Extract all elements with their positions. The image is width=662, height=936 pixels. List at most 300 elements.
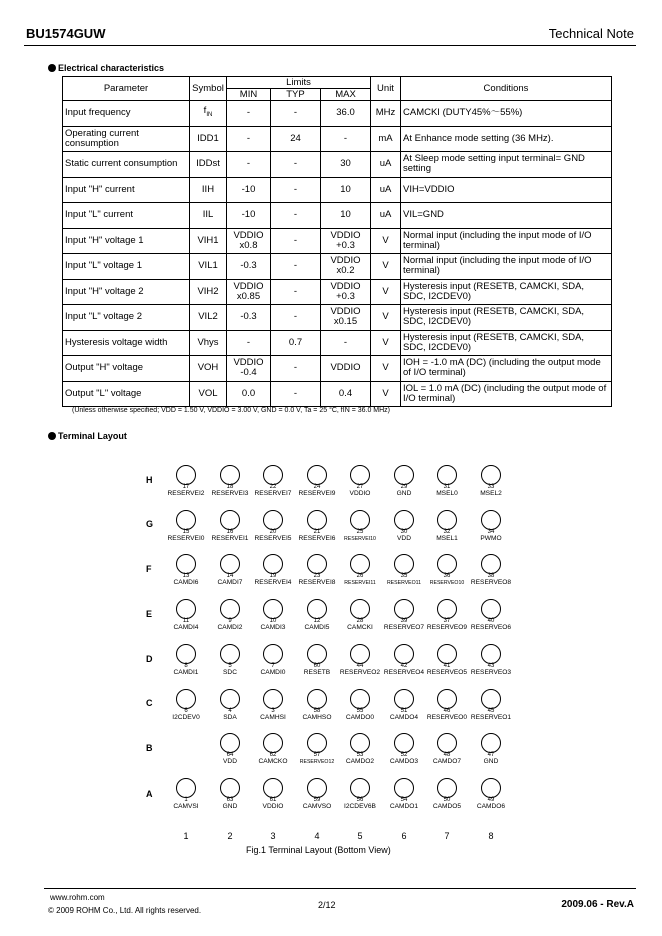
pin-number: 14 xyxy=(226,573,234,579)
pin-name: RESERVEI8 xyxy=(298,579,336,586)
conditions-cell-text: CAMCKI (DUTY45%〜55%) xyxy=(403,107,523,119)
min-cell-text: - xyxy=(246,107,251,119)
conditions-cell-text: VIL=GND xyxy=(403,209,444,221)
pin-name: RESERVEO1 xyxy=(470,714,512,721)
pin-name: VDD xyxy=(397,535,411,542)
pin-circle-icon xyxy=(394,510,414,530)
pin-name: GND xyxy=(483,758,499,765)
pin-circle-icon xyxy=(263,733,283,753)
pin-number: 46 xyxy=(443,708,451,714)
column-label: 7 xyxy=(444,831,450,841)
pin-circle-icon xyxy=(350,689,370,709)
row-label: B xyxy=(146,743,153,753)
pin-circle-icon xyxy=(307,599,327,619)
max-cell-text: VDDIO +0.3 xyxy=(330,229,361,251)
pin-number: 61 xyxy=(269,797,277,803)
pin-name: RESERVEO4 xyxy=(383,669,425,676)
unit-cell-text: V xyxy=(382,362,389,374)
pin-number: 29 xyxy=(400,484,408,490)
pin-number: 62 xyxy=(269,752,277,758)
column-label: 4 xyxy=(314,831,320,841)
max-cell-text: 36.0 xyxy=(336,107,355,119)
pin-number: 50 xyxy=(443,797,451,803)
pin-circle-icon xyxy=(307,554,327,574)
pin-name: RESERVEI11 xyxy=(344,580,376,586)
pin-name: RESERVEO2 xyxy=(339,669,381,676)
max-cell-text: - xyxy=(343,132,348,144)
pin-name: RESERVEO10 xyxy=(429,580,465,586)
pin-number: 28 xyxy=(356,618,364,624)
pin-number: 9 xyxy=(228,618,232,624)
pin-name: MSEL2 xyxy=(480,490,502,497)
pin-circle-icon xyxy=(263,554,283,574)
pin-number: 44 xyxy=(356,663,364,669)
pin-number: 56 xyxy=(356,797,364,803)
pin-circle-icon xyxy=(307,465,327,485)
pin-number: 64 xyxy=(226,752,234,758)
symbol-cell-text: VOH xyxy=(197,362,219,374)
pin-circle-icon xyxy=(350,644,370,664)
pin-circle-icon xyxy=(394,554,414,574)
max-cell-text: VDDIO x0.2 xyxy=(330,255,361,277)
pin-circle-icon xyxy=(481,689,501,709)
header-doc-type: Technical Note xyxy=(548,26,634,41)
pin-name: GND xyxy=(222,803,238,810)
header-parameter: Parameter xyxy=(63,77,190,101)
pin-number: 30 xyxy=(400,529,408,535)
pin-circle-icon xyxy=(437,465,457,485)
pin-number: 40 xyxy=(487,618,495,624)
pin-number: 27 xyxy=(356,484,364,490)
header-symbol: Symbol xyxy=(190,77,227,101)
pin-number: 16 xyxy=(226,529,234,535)
min-cell-text: VDDIO x0.8 xyxy=(233,229,264,251)
pin-circle-icon xyxy=(481,644,501,664)
pin-name: I2CDEV0 xyxy=(172,714,200,721)
pin-circle-icon xyxy=(176,644,196,664)
parameter-cell-text: Hysteresis voltage width xyxy=(65,336,168,348)
pin-circle-icon xyxy=(220,644,240,664)
row-label: A xyxy=(146,789,153,799)
terminal-pin xyxy=(463,554,519,587)
pin-number: 35 xyxy=(400,573,408,579)
pin-circle-icon xyxy=(176,599,196,619)
footer-revision: 2009.06 - Rev.A xyxy=(561,899,634,910)
pin-circle-icon xyxy=(394,778,414,798)
pin-circle-icon xyxy=(437,778,457,798)
pin-circle-icon xyxy=(394,644,414,664)
column-label: 5 xyxy=(357,831,363,841)
parameter-cell-text: Input "L" voltage 1 xyxy=(65,260,142,272)
pin-circle-icon xyxy=(350,778,370,798)
pin-number: 53 xyxy=(356,752,364,758)
row-label: H xyxy=(146,475,153,485)
pin-name: RESERVEI5 xyxy=(254,535,292,542)
pin-circle-icon xyxy=(437,599,457,619)
pin-name: RESERVEO5 xyxy=(426,669,468,676)
parameter-cell-text: Input "L" current xyxy=(65,209,134,221)
typ-cell-text: - xyxy=(293,387,298,399)
header-part-number: BU1574GUW xyxy=(26,26,106,41)
pin-name: CAMDO2 xyxy=(345,758,375,765)
conditions-cell-text: At Enhance mode setting (36 MHz). xyxy=(403,132,554,144)
pin-circle-icon xyxy=(481,778,501,798)
pin-name: CAMVSO xyxy=(302,803,332,810)
pin-name: RESERVEI0 xyxy=(167,535,205,542)
pin-name: CAMDI7 xyxy=(217,579,243,586)
pin-circle-icon xyxy=(263,510,283,530)
pin-circle-icon xyxy=(220,510,240,530)
unit-cell-text: V xyxy=(382,336,389,348)
pin-number: 37 xyxy=(443,618,451,624)
pin-name: RESERVEO0 xyxy=(426,714,468,721)
symbol-cell-text: f xyxy=(203,105,207,117)
pin-circle-icon xyxy=(176,778,196,798)
pin-number: 12 xyxy=(313,618,321,624)
pin-name: RESERVEO9 xyxy=(426,624,468,631)
typ-cell-text: - xyxy=(293,209,298,221)
pin-circle-icon xyxy=(263,689,283,709)
min-cell-text: VDDIO x0.85 xyxy=(233,280,264,302)
pin-circle-icon xyxy=(176,510,196,530)
pin-name: CAMDI2 xyxy=(217,624,243,631)
pin-number: 21 xyxy=(313,529,321,535)
conditions-cell-text: IOL = 1.0 mA (DC) (including the output mode of I/O terminal) xyxy=(403,382,607,404)
conditions-cell-text: Normal input (including the input mode of I/O terminal) xyxy=(403,229,592,251)
max-cell-text: - xyxy=(343,336,348,348)
parameter-cell-text: Output "L" voltage xyxy=(65,387,142,399)
pin-name: CAMDO6 xyxy=(476,803,506,810)
pin-circle-icon xyxy=(307,510,327,530)
typ-cell-text: - xyxy=(293,311,298,323)
min-cell-text: - xyxy=(246,132,251,144)
pin-circle-icon xyxy=(437,510,457,530)
pin-number: 1 xyxy=(184,797,188,803)
symbol-cell-text: Vhys xyxy=(197,336,219,348)
pin-number: 43 xyxy=(487,663,495,669)
pin-circle-icon xyxy=(307,689,327,709)
unit-cell-text: mA xyxy=(378,132,393,144)
pin-number: 41 xyxy=(443,663,451,669)
pin-circle-icon xyxy=(220,599,240,619)
pin-name: CAMDI5 xyxy=(304,624,330,631)
pin-number: 34 xyxy=(487,529,495,535)
unit-cell-text: V xyxy=(382,285,389,297)
pin-circle-icon xyxy=(350,554,370,574)
parameter-cell-text: Input "L" voltage 2 xyxy=(65,311,142,323)
column-label: 6 xyxy=(401,831,407,841)
header-min: MIN xyxy=(227,89,271,101)
pin-circle-icon xyxy=(220,689,240,709)
max-cell-text: 0.4 xyxy=(338,387,353,399)
parameter-cell-text: Static current consumption xyxy=(65,158,178,170)
pin-name: CAMDO3 xyxy=(389,758,419,765)
pin-name: RESETB xyxy=(303,669,331,676)
column-label: 3 xyxy=(270,831,276,841)
pin-number: 26 xyxy=(356,573,364,579)
terminal-pin xyxy=(463,733,519,766)
pin-number: 39 xyxy=(400,618,408,624)
pin-circle-icon xyxy=(263,778,283,798)
parameter-cell-text: Input frequency xyxy=(65,107,131,119)
pin-circle-icon xyxy=(307,778,327,798)
typ-cell-text: 24 xyxy=(290,132,301,144)
row-label: D xyxy=(146,654,153,664)
pin-number: 52 xyxy=(400,752,408,758)
unit-cell-text: V xyxy=(382,387,389,399)
min-cell-text: - xyxy=(246,158,251,170)
pin-name: RESERVEO6 xyxy=(470,624,512,631)
pin-name: RESERVEI2 xyxy=(167,490,205,497)
parameter-cell-text: Operating current consumption xyxy=(65,127,139,149)
pin-number: 45 xyxy=(487,708,495,714)
pin-name: CAMDI1 xyxy=(173,669,199,676)
column-label: 2 xyxy=(227,831,233,841)
pin-number: 5 xyxy=(228,663,232,669)
parameter-cell-text: Input "H" voltage 1 xyxy=(65,234,144,246)
pin-name: SDC xyxy=(223,669,237,676)
pin-name: CAMHSI xyxy=(260,714,286,721)
max-cell-text: 30 xyxy=(340,158,351,170)
pin-number: 36 xyxy=(443,573,451,579)
max-cell-text: 10 xyxy=(340,183,351,195)
pin-circle-icon xyxy=(176,465,196,485)
pin-circle-icon xyxy=(481,510,501,530)
conditions-cell-text: Hysteresis input (RESETB, CAMCKI, SDA, SDC, I2CDEV0) xyxy=(403,331,585,353)
pin-name: CAMDI0 xyxy=(260,669,286,676)
pin-number: 17 xyxy=(182,484,190,490)
symbol-cell-text: VIH2 xyxy=(197,285,219,297)
max-cell-text: 10 xyxy=(340,209,351,221)
conditions-cell-text: IOH = -1.0 mA (DC) (including the output mode of I/O terminal) xyxy=(403,357,601,379)
pin-name: RESERVEI9 xyxy=(298,490,336,497)
footer-copyright: © 2009 ROHM Co., Ltd. All rights reserved. xyxy=(48,906,202,915)
pin-name: MSEL0 xyxy=(436,490,458,497)
min-cell-text: -10 xyxy=(241,209,256,221)
pin-number: 59 xyxy=(313,797,321,803)
pin-circle-icon xyxy=(350,510,370,530)
typ-cell-text: - xyxy=(293,158,298,170)
pin-number: 10 xyxy=(269,618,277,624)
pin-circle-icon xyxy=(263,465,283,485)
figure-caption: Fig.1 Terminal Layout (Bottom View) xyxy=(246,845,391,855)
unit-cell-text: V xyxy=(382,234,389,246)
pin-circle-icon xyxy=(481,554,501,574)
pin-name: CAMDI3 xyxy=(260,624,286,631)
parameter-cell-text: Input "H" current xyxy=(65,183,135,195)
pin-circle-icon xyxy=(307,733,327,753)
pin-number: 15 xyxy=(182,529,190,535)
electrical-title-text: Electrical characteristics xyxy=(58,63,165,73)
footer-page: 2/12 xyxy=(318,900,336,910)
terminal-pin xyxy=(463,599,519,632)
pin-number: 24 xyxy=(313,484,321,490)
unit-cell-text: uA xyxy=(379,209,392,221)
unit-cell-text: uA xyxy=(379,183,392,195)
pin-number: 63 xyxy=(226,797,234,803)
symbol-cell-text: IDDst xyxy=(196,158,220,170)
pin-name: VDD xyxy=(223,758,237,765)
pin-number: 57 xyxy=(313,752,321,758)
pin-circle-icon xyxy=(176,554,196,574)
pin-name: RESERVEI1 xyxy=(211,535,249,542)
pin-name: CAMDO1 xyxy=(389,803,419,810)
pin-number: 54 xyxy=(400,797,408,803)
pin-name: RESERVEI7 xyxy=(254,490,292,497)
pin-number: 13 xyxy=(182,573,190,579)
symbol-subscript: IN xyxy=(206,112,213,119)
unit-cell-text: V xyxy=(382,311,389,323)
terminal-title-text: Terminal Layout xyxy=(58,431,127,441)
pin-circle-icon xyxy=(220,778,240,798)
pin-circle-icon xyxy=(307,644,327,664)
pin-number: 20 xyxy=(269,529,277,535)
pin-number: 49 xyxy=(487,797,495,803)
pin-circle-icon xyxy=(220,465,240,485)
pin-circle-icon xyxy=(263,599,283,619)
pin-name: RESERVEO7 xyxy=(383,624,425,631)
pin-name: MSEL1 xyxy=(436,535,458,542)
header-typ: TYP xyxy=(271,89,321,101)
terminal-pin xyxy=(463,689,519,722)
header-limits: Limits xyxy=(227,77,371,89)
pin-circle-icon xyxy=(437,689,457,709)
row-label: F xyxy=(146,564,152,574)
pin-name: RESERVEI10 xyxy=(344,536,376,542)
pin-name: RESERVEI6 xyxy=(298,535,336,542)
row-label: E xyxy=(146,609,153,619)
pin-number: 38 xyxy=(487,573,495,579)
unit-cell-text: uA xyxy=(379,158,392,170)
table-footnote: (Unless otherwise specified; VDD = 1.50 V, VDDIO = 3.00 V, GND = 0.0 V, Ta = 25 °C, fIN = 36.0 MHz) xyxy=(72,407,391,414)
pin-number: 33 xyxy=(487,484,495,490)
pin-name: RESERVEI4 xyxy=(254,579,292,586)
terminal-pin xyxy=(463,644,519,677)
pin-number: 22 xyxy=(269,484,277,490)
pin-circle-icon xyxy=(394,733,414,753)
pin-number: 8 xyxy=(184,663,188,669)
pin-name: VDDIO xyxy=(349,490,371,497)
pin-name: RESERVEO8 xyxy=(470,579,512,586)
pin-number: 48 xyxy=(443,752,451,758)
pin-circle-icon xyxy=(437,733,457,753)
column-label: 1 xyxy=(183,831,189,841)
pin-number: 55 xyxy=(356,708,364,714)
header-unit: Unit xyxy=(371,77,401,101)
pin-name: CAMCKI xyxy=(347,624,373,631)
pin-number: 32 xyxy=(443,529,451,535)
pin-name: RESERVEI3 xyxy=(211,490,249,497)
symbol-cell-text: VIL1 xyxy=(198,260,218,272)
terminal-pin xyxy=(463,510,519,543)
pin-name: CAMDI6 xyxy=(173,579,199,586)
parameter-cell-text: Input "H" voltage 2 xyxy=(65,285,144,297)
max-cell-text: VDDIO +0.3 xyxy=(330,280,361,302)
pin-name: CAMDO0 xyxy=(345,714,375,721)
pin-circle-icon xyxy=(394,689,414,709)
header-conditions: Conditions xyxy=(401,77,612,101)
symbol-cell-text: VIL2 xyxy=(198,311,218,323)
min-cell-text: -10 xyxy=(241,183,256,195)
typ-cell-text: - xyxy=(293,362,298,374)
pin-name: GND xyxy=(396,490,412,497)
pin-number: 51 xyxy=(400,708,408,714)
pin-name: CAMVSI xyxy=(173,803,199,810)
pin-number: 11 xyxy=(182,618,190,624)
pin-circle-icon xyxy=(350,465,370,485)
unit-cell-text: MHz xyxy=(375,107,396,119)
symbol-cell-text: IIL xyxy=(202,209,214,221)
conditions-cell-text: Hysteresis input (RESETB, CAMCKI, SDA, SDC, I2CDEV0) xyxy=(403,306,585,328)
pin-number: 19 xyxy=(269,573,277,579)
pin-number: 60 xyxy=(313,663,321,669)
pin-number: 18 xyxy=(226,484,234,490)
pin-number: 25 xyxy=(356,529,364,535)
pin-circle-icon xyxy=(263,644,283,664)
pin-number: 6 xyxy=(184,708,188,714)
pin-name: CAMCKO xyxy=(258,758,288,765)
typ-cell-text: - xyxy=(293,107,298,119)
footer-rule xyxy=(44,888,636,889)
column-label: 8 xyxy=(488,831,494,841)
pin-name: CAMHSO xyxy=(302,714,332,721)
pin-circle-icon xyxy=(176,689,196,709)
symbol-cell-text: IDD1 xyxy=(197,132,219,144)
pin-number: 7 xyxy=(271,663,275,669)
conditions-cell-text: Hysteresis input (RESETB, CAMCKI, SDA, SDC, I2CDEV0) xyxy=(403,280,585,302)
pin-circle-icon xyxy=(481,599,501,619)
row-label: C xyxy=(146,698,153,708)
pin-name: RESERVEO3 xyxy=(470,669,512,676)
typ-cell-text: 0.7 xyxy=(288,336,303,348)
min-cell-text: -0.3 xyxy=(240,311,257,323)
pin-name: CAMDO4 xyxy=(389,714,419,721)
pin-circle-icon xyxy=(394,599,414,619)
pin-name: RESERVEO12 xyxy=(299,759,335,765)
symbol-cell-text: VIH1 xyxy=(197,234,219,246)
row-label: G xyxy=(146,519,154,529)
pin-circle-icon xyxy=(481,465,501,485)
pin-name: CAMDI4 xyxy=(173,624,199,631)
pin-circle-icon xyxy=(220,554,240,574)
max-cell-text: VDDIO xyxy=(330,362,361,374)
pin-name: RESERVEO11 xyxy=(386,580,422,586)
conditions-cell-text: VIH=VDDIO xyxy=(403,183,455,195)
min-cell-text: -0.3 xyxy=(240,260,257,272)
pin-circle-icon xyxy=(394,465,414,485)
symbol-cell-text: IIH xyxy=(201,183,215,195)
pin-number: 4 xyxy=(228,708,232,714)
header-max: MAX xyxy=(321,89,371,101)
pin-name: PWMO xyxy=(480,535,502,542)
typ-cell-text: - xyxy=(293,183,298,195)
pin-number: 3 xyxy=(271,708,275,714)
unit-cell-text: V xyxy=(382,260,389,272)
pin-circle-icon xyxy=(481,733,501,753)
pin-name: SDA xyxy=(223,714,237,721)
pin-name: VDDIO xyxy=(262,803,284,810)
terminal-pin xyxy=(463,778,519,811)
pin-circle-icon xyxy=(437,554,457,574)
pin-number: 23 xyxy=(313,573,321,579)
pin-name: CAMDO5 xyxy=(432,803,462,810)
pin-name: I2CDEV6B xyxy=(344,803,376,810)
pin-number: 42 xyxy=(400,663,408,669)
pin-number: 47 xyxy=(487,752,495,758)
symbol-cell-text: VOL xyxy=(198,387,218,399)
min-cell-text: - xyxy=(246,336,251,348)
pin-number: 31 xyxy=(443,484,451,490)
